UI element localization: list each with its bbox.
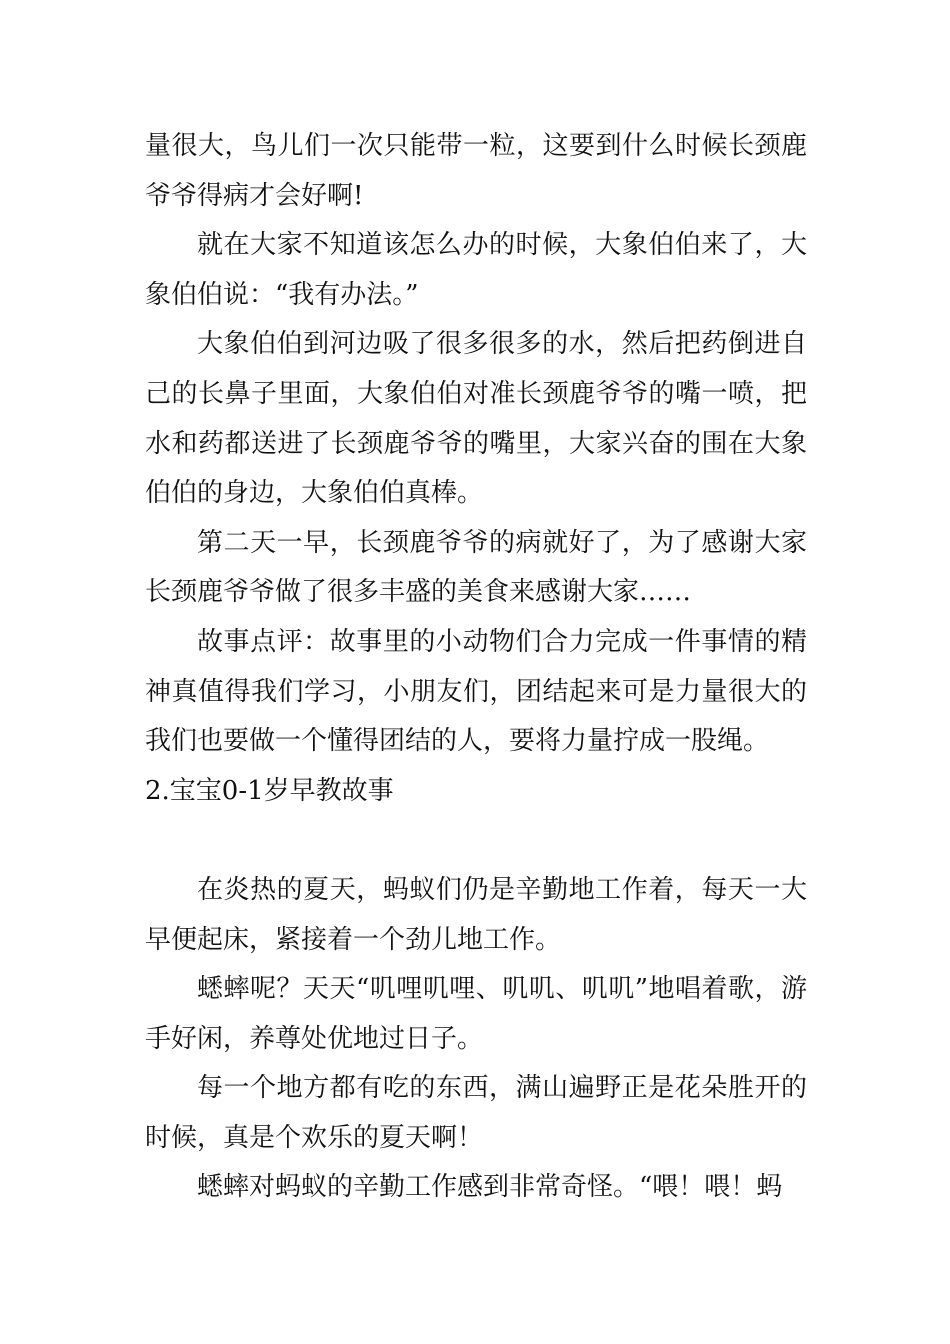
- blank-line: [145, 816, 807, 866]
- paragraph: 第二天一早，长颈鹿爷爷的病就好了，为了感谢大家长颈鹿爷爷做了很多丰盛的美食来感谢大家……: [145, 527, 807, 608]
- paragraph: 每一个地方都有吃的东西，满山遍野正是花朵胜开的时候，真是个欢乐的夏天啊！: [145, 1073, 807, 1153]
- paragraph: 在炎热的夏天，蚂蚁们仍是辛勤地工作着，每天一大早便起床，紧接着一个劲儿地工作。: [145, 874, 807, 955]
- section-heading: 2.宝宝0-1岁早教故事: [145, 775, 394, 806]
- paragraph: 蟋蟀呢？天天“叽哩叽哩、叽叽、叽叽”地唱着歌，游手好闲，养尊处优地过日子。: [145, 974, 807, 1054]
- paragraph: 就在大家不知道该怎么办的时候，大象伯伯来了，大象伯伯说：“我有办法。”: [145, 230, 807, 310]
- paragraph: 蟋蟀对蚂蚁的辛勤工作感到非常奇怪。“喂！喂！蚂: [197, 1172, 783, 1203]
- document-page: [145, 122, 807, 1213]
- paragraph: 故事点评：故事里的小动物们合力完成一件事情的精神真值得我们学习，小朋友们，团结起来可是力量很大的我们也要做一个懂得团结的人，要将力量拧成一股绳。: [145, 626, 807, 757]
- paragraph: 量很大，鸟儿们一次只能带一粒，这要到什么时候长颈鹿爷爷得病才会好啊!: [145, 131, 807, 211]
- paragraph: 大象伯伯到河边吸了很多很多的水，然后把药倒进自己的长鼻子里面，大象伯伯对准长颈鹿爷爷的嘴一喷，把水和药都送进了长颈鹿爷爷的嘴里，大家兴奋的围在大象伯伯的身边，大象伯伯真棒。: [145, 329, 807, 509]
